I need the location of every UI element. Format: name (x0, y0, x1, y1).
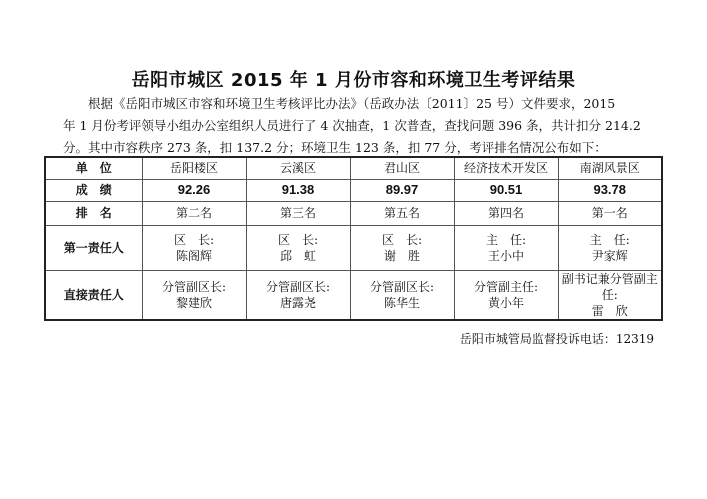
direct-responsible-cell (142, 270, 246, 320)
table-row-direct-responsible (45, 270, 662, 320)
table-row-unit (45, 157, 662, 179)
first-responsible-title: 主 任: (589, 232, 630, 247)
row-label-score: 成 绩 (45, 179, 142, 201)
direct-responsible-title: 分管副区长: (161, 279, 227, 294)
unit-cell: 君山区 (350, 157, 454, 179)
paragraph-line-2: 年 1 月份考评领导小组办公室组织人员进行了 4 次抽查，1 次普查，查找问题 396 条，共计扣分 214.2 (63, 118, 641, 133)
first-responsible-cell (350, 225, 454, 270)
direct-responsible-name: 黄小年 (487, 295, 524, 310)
complaint-hotline: 岳阳市城管局监督投诉电话：12319 (459, 332, 654, 346)
direct-responsible-title: 分管副区长: (265, 279, 331, 294)
paragraph-line-1: 根据《岳阳市城区市容和环境卫生考核评比办法》（岳政办法〔2011〕25 号）文件要求，2015 (88, 96, 616, 111)
direct-responsible-cell (454, 270, 558, 320)
rank-cell: 第一名 (558, 201, 662, 225)
first-responsible-cell (454, 225, 558, 270)
score-cell: 93.78 (558, 179, 662, 201)
row-label-first-responsible: 第一责任人 (45, 225, 142, 270)
table-row-rank (45, 201, 662, 225)
score-cell: 91.38 (246, 179, 350, 201)
score-cell: 89.97 (350, 179, 454, 201)
first-responsible-cell (142, 225, 246, 270)
direct-responsible-title: 分管副区长: (369, 279, 435, 294)
direct-responsible-name: 陈华生 (383, 295, 420, 310)
first-responsible-cell (558, 225, 662, 270)
row-label-rank: 排 名 (45, 201, 142, 225)
unit-cell: 经济技术开发区 (454, 157, 558, 179)
rank-cell: 第三名 (246, 201, 350, 225)
rank-cell: 第四名 (454, 201, 558, 225)
rank-cell: 第五名 (350, 201, 454, 225)
score-cell: 92.26 (142, 179, 246, 201)
row-label-direct-responsible: 直接责任人 (45, 270, 142, 320)
direct-responsible-cell (350, 270, 454, 320)
direct-responsible-cell (246, 270, 350, 320)
first-responsible-name: 尹家辉 (591, 248, 628, 263)
unit-cell: 南湖风景区 (558, 157, 662, 179)
direct-responsible-name: 雷 欣 (591, 303, 628, 318)
first-responsible-name: 谢 胜 (383, 248, 420, 263)
first-responsible-name: 陈阁辉 (175, 248, 212, 263)
first-responsible-title: 区 长: (277, 232, 319, 247)
first-responsible-title: 区 长: (381, 232, 423, 247)
first-responsible-title: 区 长: (173, 232, 215, 247)
document-title: 岳阳市城区 2015 年 1 月份市容和环境卫生考评结果 (131, 70, 576, 91)
table-row-first-responsible (45, 225, 662, 270)
first-responsible-title: 主 任: (485, 232, 527, 247)
first-responsible-cell (246, 225, 350, 270)
direct-responsible-cell (558, 270, 662, 320)
table-row-score (45, 179, 662, 201)
direct-responsible-title: 分管副主任: (473, 279, 539, 294)
score-cell: 90.51 (454, 179, 558, 201)
unit-cell: 云溪区 (246, 157, 350, 179)
direct-responsible-name: 唐露尧 (279, 295, 316, 310)
results-table (44, 156, 663, 321)
row-label-unit: 单 位 (45, 157, 142, 179)
paragraph-line-3: 分。其中市容秩序 273 条，扣 137.2 分；环境卫生 123 条，扣 77 分，考评排名情况公布如下： (63, 140, 607, 155)
first-responsible-name: 邱 虹 (279, 248, 316, 263)
rank-cell: 第二名 (142, 201, 246, 225)
direct-responsible-title: 副书记兼分管副主任: (561, 271, 658, 302)
unit-cell: 岳阳楼区 (142, 157, 246, 179)
first-responsible-name: 王小中 (487, 248, 524, 263)
direct-responsible-name: 黎建欣 (175, 295, 212, 310)
